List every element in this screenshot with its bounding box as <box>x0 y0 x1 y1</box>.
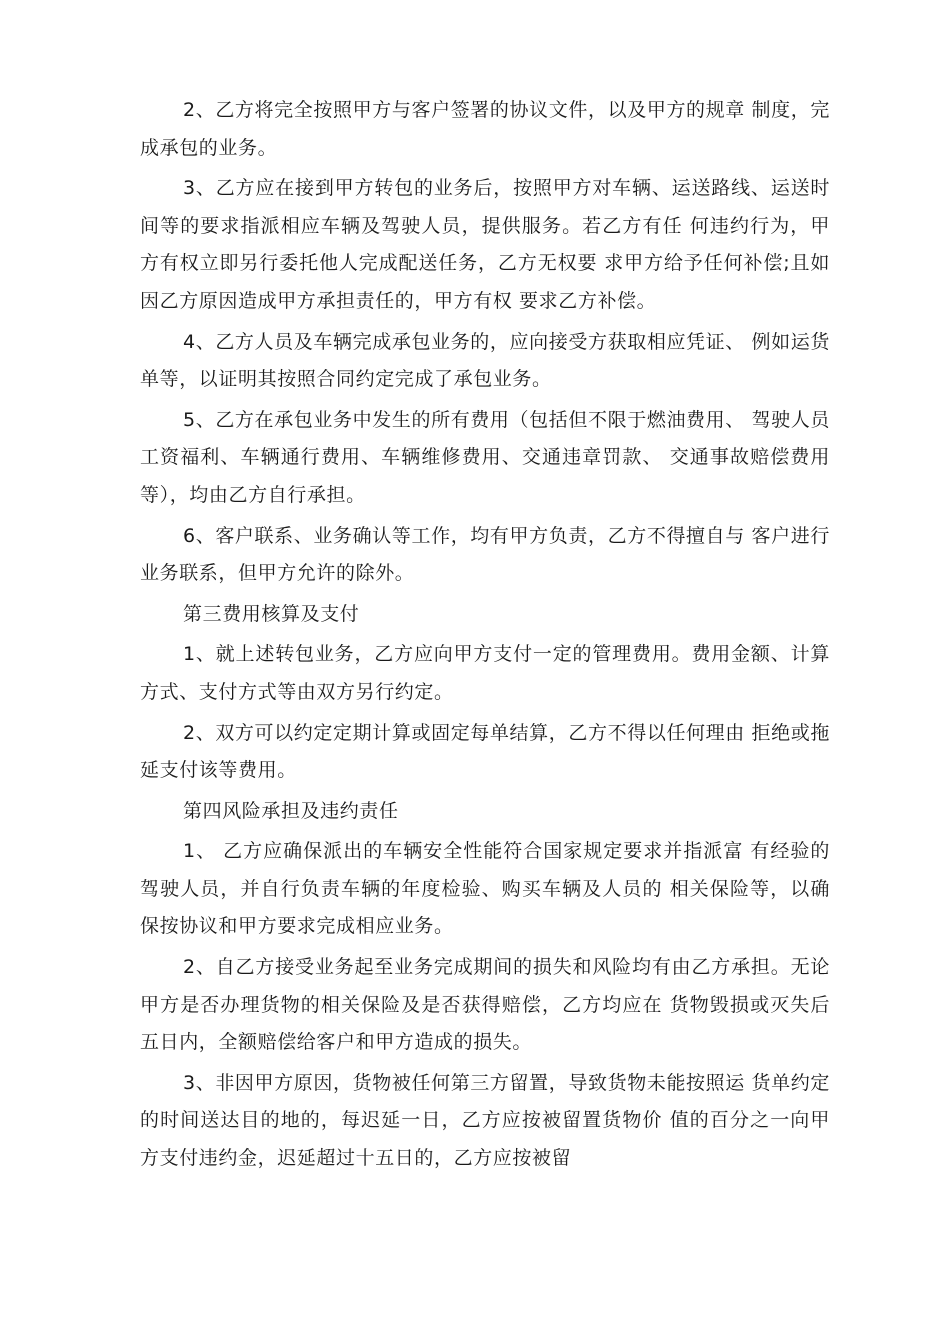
risk-clause-2-paragraph: 2、自乙方接受业务起至业务完成期间的损失和风险均有由乙方承担。无论甲方是否办理货物的相关保险及是否获得赔偿，乙方均应在 货物毁损或灭失后五日内，全额赔偿给客户和甲方造成的损失。 <box>140 956 830 1054</box>
clause-2-paragraph: 2、乙方将完全按照甲方与客户签署的协议文件，以及甲方的规章 制度，完成承包的业务。 <box>140 99 830 159</box>
risk-clause-3-paragraph: 3、非因甲方原因，货物被任何第三方留置，导致货物未能按照运 货单约定的时间送达目的地的，每迟延一日，乙方应按被留置货物价 值的百分之一向甲方支付违约金，迟延超过十五日的，乙方应按被留 <box>140 1071 830 1170</box>
clause-5-paragraph: 5、乙方在承包业务中发生的所有费用（包括但不限于燃油费用、 驾驶人员工资福利、车辆通行费用、车辆维修费用、交通违章罚款、 交通事故赔偿费用等），均由乙方自行承担。 <box>140 408 830 506</box>
section-heading-risk: 第四风险承担及违约责任 <box>183 799 399 822</box>
fees-clause-2-paragraph: 2、双方可以约定定期计算或固定每单结算，乙方不得以任何理由 拒绝或拖延支付该等费用。 <box>140 721 830 782</box>
section-heading-fees: 第三费用核算及支付 <box>183 602 360 625</box>
clause-3-paragraph: 3、乙方应在接到甲方转包的业务后，按照甲方对车辆、运送路线、运送时间等的要求指派相应车辆及驾驶人员，提供服务。若乙方有任 何违约行为，甲方有权立即另行委托他人完成配送任务，乙方无权要 求甲方给予任何补偿;且如因乙方原因造成甲方承担责任的，甲方有权 要求乙方补偿。 <box>140 177 830 312</box>
document-body <box>140 92 830 1181</box>
fees-clause-1-paragraph: 1、就上述转包业务，乙方应向甲方支付一定的管理费用。费用金额、计算方式、支付方式等由双方另行约定。 <box>140 643 830 703</box>
clause-4-paragraph: 4、乙方人员及车辆完成承包业务的，应向接受方获取相应凭证、 例如运货单等，以证明其按照合同约定完成了承包业务。 <box>140 330 830 391</box>
clause-6-paragraph: 6、客户联系、业务确认等工作，均有甲方负责，乙方不得擅自与 客户进行业务联系，但甲方允许的除外。 <box>140 524 830 585</box>
risk-clause-1-paragraph: 1、 乙方应确保派出的车辆安全性能符合国家规定要求并指派富 有经验的驾驶人员，并自行负责车辆的年度检验、购买车辆及人员的 相关保险等，以确保按协议和甲方要求完成相应业务。 <box>140 840 830 938</box>
